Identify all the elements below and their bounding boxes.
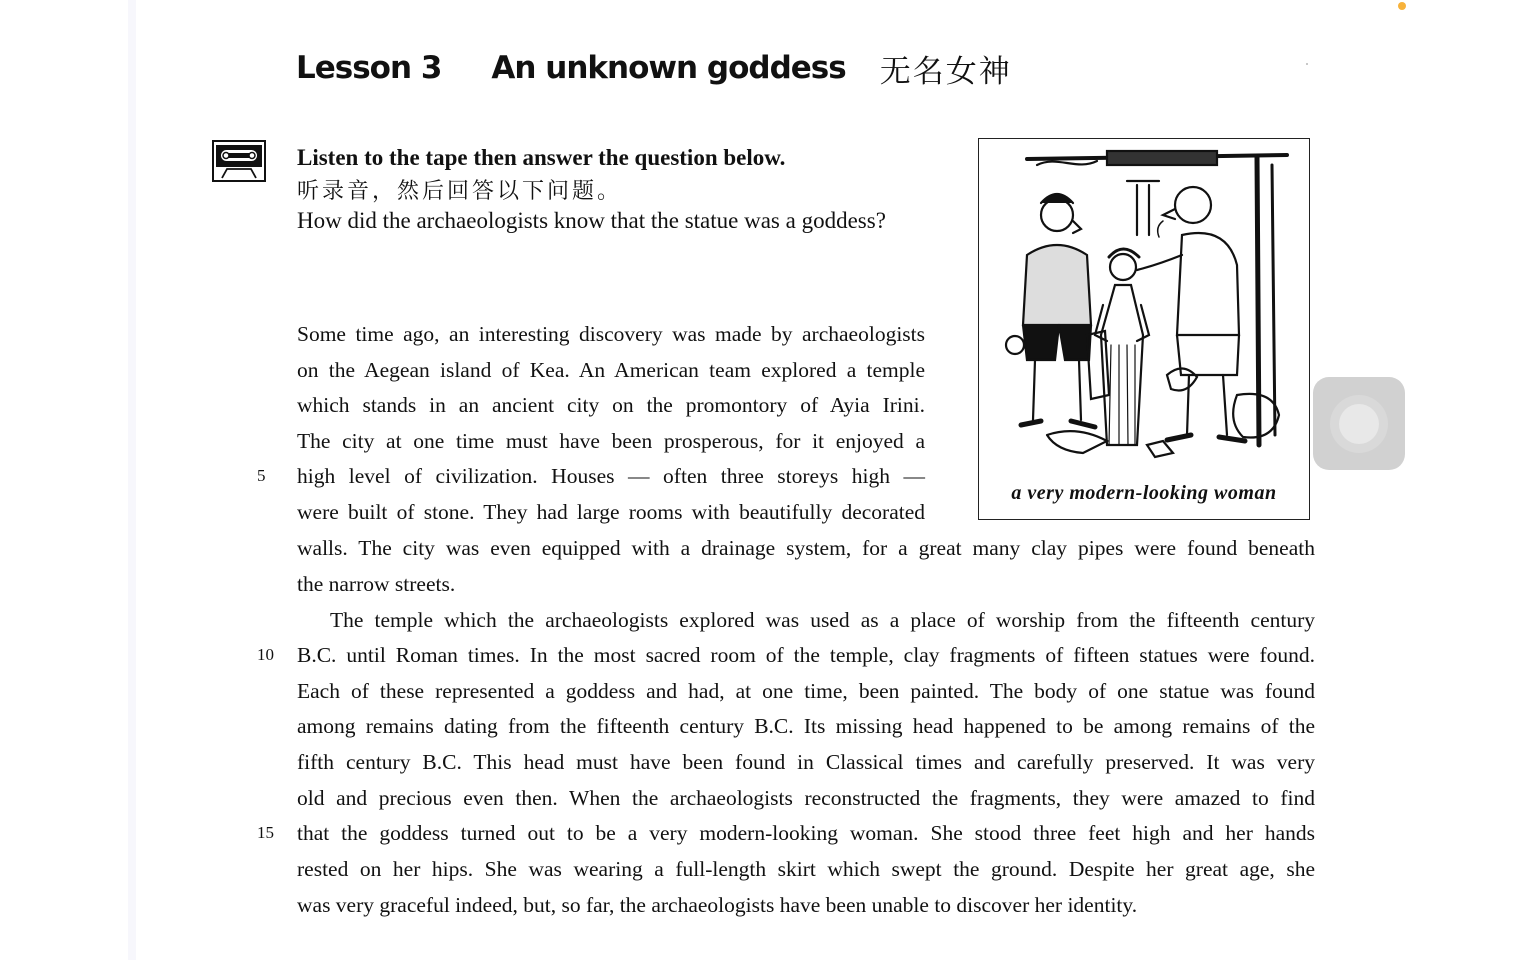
- line-number: 15: [257, 823, 274, 842]
- assistive-touch-core-icon: [1339, 404, 1379, 444]
- cartoon-archaeologists-icon: [987, 145, 1301, 465]
- passage-line: old and precious even then. When the archaeologists reconstructed the fragments, they were amazed to find: [297, 786, 1315, 810]
- page-title: [296, 46, 1012, 90]
- notification-dot: [1398, 2, 1406, 10]
- passage-line: rested on her hips. She was wearing a full-length skirt which swept the ground. Despite her great age, she: [297, 857, 1315, 881]
- passage-line: was very graceful indeed, but, so far, the archaeologists have been unable to discover her identity.: [297, 893, 1138, 917]
- line-number: 5: [257, 466, 266, 485]
- page-speck: [1306, 63, 1308, 65]
- lesson-title-chinese: 无名女神: [879, 53, 1012, 90]
- line-number: 10: [257, 645, 274, 664]
- lesson-number: Lesson 3: [296, 50, 442, 86]
- figure-caption: a very modern-looking woman: [1011, 482, 1277, 504]
- passage-line: on the Aegean island of Kea. An American team explored a temple: [297, 358, 925, 382]
- assistive-touch-ring-icon: [1330, 395, 1388, 453]
- passage-line: which stands in an ancient city on the promontory of Ayia Irini.: [297, 393, 925, 417]
- comprehension-question: How did the archaeologists know that the statue was a goddess?: [297, 208, 886, 233]
- illustration: [978, 138, 1310, 520]
- passage-line-text: high level of civilization. Houses — often three storeys high —: [297, 464, 925, 488]
- passage-line: fifth century B.C. This head must have been found in Classical times and carefully preserved. It was very: [297, 750, 1315, 774]
- passage-line: walls. The city was even equipped with a drainage system, for a great many clay pipes were found beneath: [297, 536, 1315, 560]
- instruction-heading-chinese: 听录音，然后回答以下问题。: [297, 178, 623, 203]
- listening-instructions: [297, 144, 937, 234]
- cassette-tape-icon: [212, 140, 266, 182]
- passage-line: the narrow streets.: [297, 572, 456, 596]
- passage-line: Each of these represented a goddess and had, at one time, been painted. The body of one statue was found: [297, 679, 1315, 703]
- passage-line: were built of stone. They had large rooms with beautifully decorated: [297, 500, 925, 524]
- passage-line: [257, 637, 1315, 673]
- left-margin-strip: [128, 0, 136, 960]
- lesson-title-english: An unknown goddess: [491, 50, 846, 86]
- passage-line-text: that the goddess turned out to be a very modern-looking woman. She stood three feet high and her hands: [297, 821, 1315, 845]
- passage-line: Some time ago, an interesting discovery was made by archaeologists: [297, 322, 925, 346]
- passage-line: The city at one time must have been prosperous, for it enjoyed a: [297, 429, 925, 453]
- passage-line: [257, 458, 925, 494]
- passage-line: The temple which the archaeologists explored was used as a place of worship from the fifteenth century: [330, 608, 1315, 632]
- passage-line: among remains dating from the fifteenth century B.C. Its missing head happened to be among remains of the: [297, 714, 1315, 738]
- instruction-heading: Listen to the tape then answer the question below.: [297, 145, 786, 170]
- assistive-touch-button[interactable]: [1313, 377, 1405, 470]
- passage-line-text: B.C. until Roman times. In the most sacred room of the temple, clay fragments of fifteen statues were found.: [297, 643, 1315, 667]
- passage-line: [257, 815, 1315, 851]
